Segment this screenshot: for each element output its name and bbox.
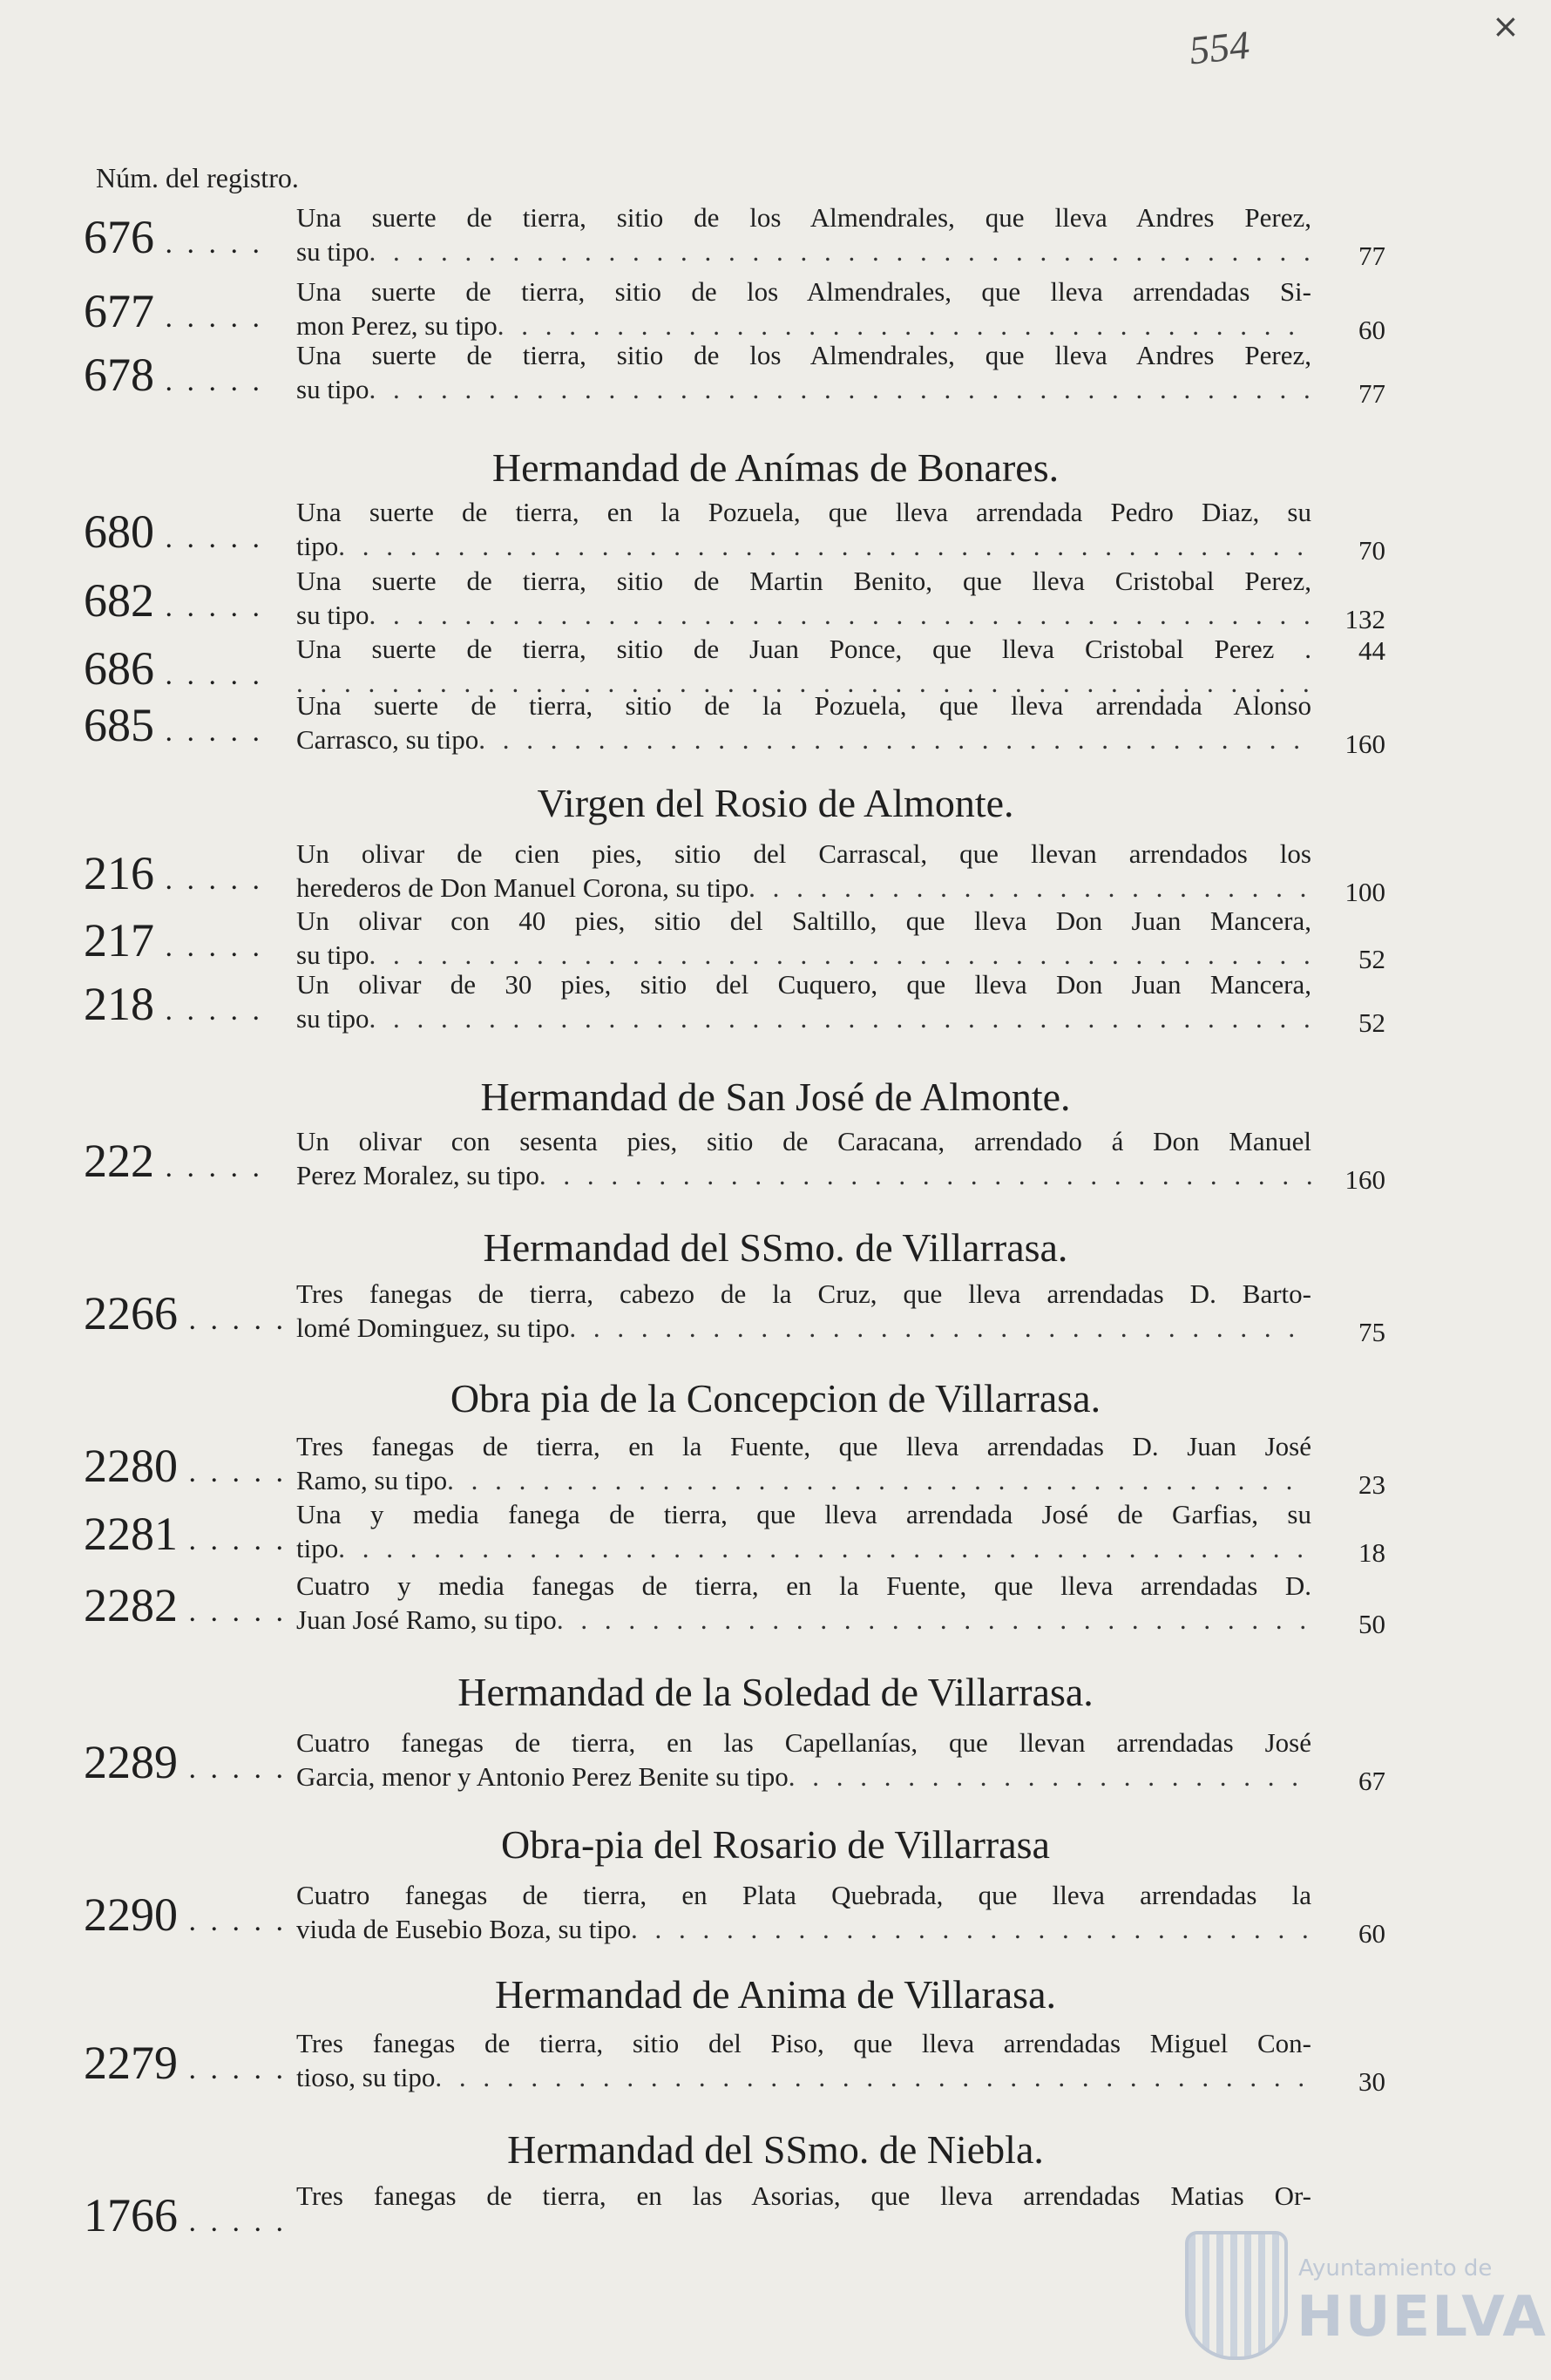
description-line-2-text: Carrasco, su tipo <box>296 724 479 755</box>
register-entry <box>0 688 1551 767</box>
entry-price: 44 <box>1358 635 1385 666</box>
description-line-1: Una suerte de tierra, sitio de los Almendrales, que lleva Andres Perez, <box>296 340 1311 370</box>
entry-price: 60 <box>1358 1918 1385 1949</box>
leader-dots: . . . . . <box>154 365 263 397</box>
description-line-2 <box>296 234 1311 268</box>
entry-number-value: 686 <box>84 642 154 695</box>
description-line-2-text: tipo <box>296 1533 339 1563</box>
leader-dots: . . . . . <box>178 1753 287 1785</box>
corner-mark: × <box>1492 7 1520 45</box>
description-line-2 <box>296 1760 1311 1793</box>
section-title: Obra-pia del Rosario de Villarrasa <box>501 1822 1050 1867</box>
description-line-2-text: su tipo <box>296 236 369 267</box>
entry-number <box>84 916 263 972</box>
register-entry <box>0 1277 1551 1355</box>
register-entry <box>0 495 1551 573</box>
entry-number-value: 2279 <box>84 2037 178 2089</box>
watermark <box>1185 2231 1548 2362</box>
entry-number-value: 682 <box>84 574 154 627</box>
leader-dots <box>369 372 1311 406</box>
description-line-1: Un olivar de cien pies, sitio del Carrascal, que llevan arrendados los <box>296 838 1311 869</box>
leader-dots <box>338 529 1311 563</box>
leader-dots: . . . . . <box>154 994 263 1027</box>
entry-description <box>296 904 1311 972</box>
leader-dots: . . . . . <box>154 302 263 334</box>
entry-number-value: 222 <box>84 1135 154 1187</box>
entry-price: 67 <box>1358 1766 1385 1796</box>
leader-dots: . . . . . <box>154 227 263 260</box>
leader-dots <box>569 1311 1311 1345</box>
entry-number <box>84 1509 287 1565</box>
entry-price: 75 <box>1358 1317 1385 1347</box>
description-line-1: Un olivar con sesenta pies, sitio de Caracana, arrendado á Don Manuel <box>296 1126 1311 1156</box>
description-line-1: Una suerte de tierra, sitio de los Almendrales, que lleva Andres Perez, <box>296 202 1311 233</box>
description-line-2-text: tipo <box>296 531 339 561</box>
leader-dots: . . . . . <box>178 1596 287 1628</box>
entry-number <box>84 701 263 756</box>
register-entry <box>0 1124 1551 1203</box>
entry-number <box>84 2191 287 2247</box>
entry-number-value: 677 <box>84 285 154 337</box>
description-line-1: Un olivar con 40 pies, sitio del Saltillo, que lleva Don Juan Mancera, <box>296 905 1311 936</box>
entry-description <box>296 2026 1311 2094</box>
description-line-2-text: lomé Dominguez, su tipo <box>296 1312 570 1343</box>
coat-of-arms-icon <box>1185 2231 1288 2360</box>
entry-number-value: 216 <box>84 847 154 899</box>
section-title: Hermandad del SSmo. de Niebla. <box>507 2127 1044 2172</box>
leader-dots <box>539 1158 1311 1192</box>
description-line-2-text: su tipo <box>296 374 369 404</box>
description-line-1: Una suerte de tierra, sitio de los Almendrales, que lleva arrendadas Si- <box>296 276 1311 307</box>
leader-dots: . . . . . <box>154 1151 263 1183</box>
leader-dots <box>478 722 1311 756</box>
entry-price: 77 <box>1358 378 1385 409</box>
leader-dots: . . . . . <box>154 931 263 963</box>
entry-number <box>84 849 263 905</box>
entry-number-value: 2281 <box>84 1508 178 1560</box>
description-line-1: Cuatro fanegas de tierra, en Plata Quebrada, que lleva arrendadas la <box>296 1880 1311 1910</box>
leader-dots: . . . . . <box>178 1524 287 1556</box>
entry-number <box>84 1738 287 1793</box>
leader-dots <box>338 1531 1311 1565</box>
entry-number-value: 685 <box>84 699 154 751</box>
description-line-1: Cuatro fanegas de tierra, en las Capellanías, que llevan arrendadas José <box>296 1727 1311 1758</box>
register-entry <box>0 338 1551 417</box>
section-title: Hermandad de la Soledad de Villarrasa. <box>457 1670 1094 1714</box>
leader-dots <box>748 871 1311 905</box>
entry-number-value: 680 <box>84 505 154 558</box>
entry-price: 100 <box>1344 877 1385 907</box>
entry-price: 52 <box>1358 944 1385 974</box>
entry-number-value: 676 <box>84 211 154 263</box>
description-line-1: Tres fanegas de tierra, cabezo de la Cruz, que lleva arrendadas D. Barto- <box>296 1278 1311 1309</box>
entry-price: 60 <box>1358 315 1385 345</box>
entry-price: 160 <box>1344 1164 1385 1195</box>
register-entry <box>0 1726 1551 1804</box>
leader-dots: . . . . . <box>154 522 263 554</box>
leader-dots: . . . . . <box>154 659 263 691</box>
entry-description <box>296 1569 1311 1637</box>
entry-description <box>296 1726 1311 1793</box>
description-line-2-text: viuda de Eusebio Boza, su tipo <box>296 1914 631 1944</box>
entry-number <box>84 2038 287 2094</box>
description-line-1: Tres fanegas de tierra, en las Asorias, que lleva arrendadas Matias Or- <box>296 2180 1311 2211</box>
leader-dots: . . . . . <box>178 2053 287 2085</box>
register-entry <box>0 1429 1551 1508</box>
description-line-2 <box>296 871 1311 905</box>
section-title: Virgen del Rosio de Almonte. <box>537 781 1014 825</box>
entry-number <box>84 507 263 563</box>
entry-number-value: 1766 <box>84 2189 178 2241</box>
description-line-2-text: su tipo <box>296 939 369 970</box>
entry-description <box>296 688 1311 756</box>
leader-dots <box>435 2060 1311 2094</box>
entry-number-value: 217 <box>84 914 154 966</box>
description-line-2-text: Garcia, menor y Antonio Perez Benite su tipo <box>296 1761 789 1792</box>
description-line-2 <box>296 1158 1311 1192</box>
description-line-2 <box>296 722 1311 756</box>
entry-price: 18 <box>1358 1537 1385 1568</box>
entry-description <box>296 275 1311 342</box>
entry-number <box>84 350 263 406</box>
entry-number <box>84 287 263 342</box>
description-line-2 <box>296 1531 1311 1565</box>
leader-dots: . . . . . <box>178 2206 287 2238</box>
description-line-2-text: mon Perez, su tipo <box>296 310 498 341</box>
entry-number <box>84 980 263 1035</box>
entry-number-value: 678 <box>84 349 154 401</box>
description-line-2 <box>296 1311 1311 1345</box>
entry-number <box>84 1890 287 1946</box>
entry-number-value: 2280 <box>84 1440 178 1492</box>
entry-description <box>296 564 1311 632</box>
description-line-1: Un olivar de 30 pies, sitio del Cuquero, que lleva Don Juan Mancera, <box>296 969 1311 1000</box>
entry-description <box>296 1277 1311 1345</box>
entry-number-value: 2282 <box>84 1579 178 1631</box>
entry-price: 160 <box>1344 729 1385 759</box>
description-line-1: Una suerte de tierra, sitio de la Pozuela, que lleva arrendada Alonso <box>296 690 1311 721</box>
description-line-1: Una suerte de tierra, en la Pozuela, que lleva arrendada Pedro Diaz, su <box>296 497 1311 527</box>
entry-number-value: 218 <box>84 978 154 1030</box>
watermark-line2: HUELVA <box>1297 2285 1548 2349</box>
description-line-2 <box>296 529 1311 563</box>
leader-dots <box>369 1001 1311 1035</box>
entry-price: 23 <box>1358 1469 1385 1500</box>
register-entry <box>0 200 1551 279</box>
description-line-2 <box>296 1912 1311 1946</box>
description-line-2-text: Juan José Ramo, su tipo <box>296 1604 557 1635</box>
description-line-2 <box>296 1001 1311 1035</box>
entry-number <box>84 213 263 268</box>
entry-number <box>84 1441 287 1497</box>
description-line-2-text: su tipo <box>296 600 369 630</box>
register-entry <box>0 1497 1551 1576</box>
register-entry <box>0 967 1551 1046</box>
entry-price: 50 <box>1358 1609 1385 1639</box>
entry-description <box>296 338 1311 406</box>
leader-dots <box>447 1463 1311 1497</box>
leader-dots: . . . . . <box>154 864 263 896</box>
entry-description <box>296 2179 1311 2213</box>
description-line-1: Tres fanegas de tierra, en la Fuente, que lleva arrendadas D. Juan José <box>296 1431 1311 1461</box>
register-entry <box>0 2026 1551 2105</box>
leader-dots: . . . . . <box>178 1304 287 1336</box>
description-line-2 <box>296 598 1311 632</box>
entry-price: 52 <box>1358 1007 1385 1038</box>
entry-description <box>296 967 1311 1035</box>
register-entry <box>0 564 1551 642</box>
folio-number: 554 <box>1187 22 1252 73</box>
description-line-2-text: tioso, su tipo <box>296 2062 436 2092</box>
leader-dots: . . . . . <box>178 1905 287 1937</box>
description-line-2-text: Perez Moralez, su tipo <box>296 1160 539 1190</box>
description-line-2 <box>296 2060 1311 2094</box>
entry-description <box>296 837 1311 905</box>
leader-dots <box>789 1760 1311 1793</box>
description-line-1: Una y media fanega de tierra, que lleva arrendada José de Garfias, su <box>296 1499 1311 1529</box>
entry-number-value: 2266 <box>84 1287 178 1339</box>
entry-description <box>296 1878 1311 1946</box>
description-line-2 <box>296 372 1311 406</box>
description-line-2 <box>296 1463 1311 1497</box>
description-line-1: Una suerte de tierra, sitio de Martin Benito, que lleva Cristobal Perez, <box>296 566 1311 596</box>
leader-dots: . . . . . <box>154 715 263 748</box>
entry-number-value: 2289 <box>84 1736 178 1788</box>
description-line-2-text: herederos de Don Manuel Corona, su tipo <box>296 872 749 903</box>
section-title: Hermandad de San José de Almonte. <box>480 1075 1071 1119</box>
entry-number <box>84 576 263 632</box>
section-title: Hermandad de Anímas de Bonares. <box>491 445 1060 490</box>
entry-number-value: 2290 <box>84 1888 178 1941</box>
entry-description <box>296 1429 1311 1497</box>
entry-description <box>296 200 1311 268</box>
entry-number <box>84 1581 287 1637</box>
description-line-2 <box>296 1603 1311 1637</box>
section-title: Hermandad del SSmo. de Villarrasa. <box>483 1225 1068 1270</box>
leader-dots <box>631 1912 1311 1946</box>
entry-description <box>296 1497 1311 1565</box>
leader-dots <box>369 598 1311 632</box>
register-entry <box>0 1878 1551 1956</box>
description-line-1: Cuatro y media fanegas de tierra, en la Fuente, que lleva arrendadas D. <box>296 1570 1311 1601</box>
leader-dots <box>557 1603 1311 1637</box>
entry-price: 132 <box>1344 604 1385 634</box>
entry-description <box>296 1124 1311 1192</box>
entry-price: 77 <box>1358 241 1385 271</box>
register-header: Núm. del registro. <box>96 162 299 193</box>
leader-dots: . . . . . <box>154 591 263 623</box>
entry-number <box>84 1289 287 1345</box>
entry-description <box>296 495 1311 563</box>
watermark-line1: Ayuntamiento de <box>1298 2255 1493 2282</box>
description-line-1: Tres fanegas de tierra, sitio del Piso, que lleva arrendadas Miguel Con- <box>296 2028 1311 2058</box>
leader-dots: . . . . . <box>178 1456 287 1488</box>
entry-price: 30 <box>1358 2066 1385 2097</box>
leader-dots <box>369 234 1311 268</box>
register-entry <box>0 1569 1551 1647</box>
section-title: Obra pia de la Concepcion de Villarrasa. <box>450 1376 1101 1421</box>
entry-number <box>84 1136 263 1192</box>
description-line-2-text: su tipo <box>296 1003 369 1034</box>
section-title: Hermandad de Anima de Villarasa. <box>495 1972 1056 2017</box>
description-line-1: Una suerte de tierra, sitio de Juan Ponce, que lleva Cristobal Perez . <box>296 634 1311 664</box>
description-line-2-text: Ramo, su tipo <box>296 1465 448 1495</box>
entry-price: 70 <box>1358 535 1385 566</box>
